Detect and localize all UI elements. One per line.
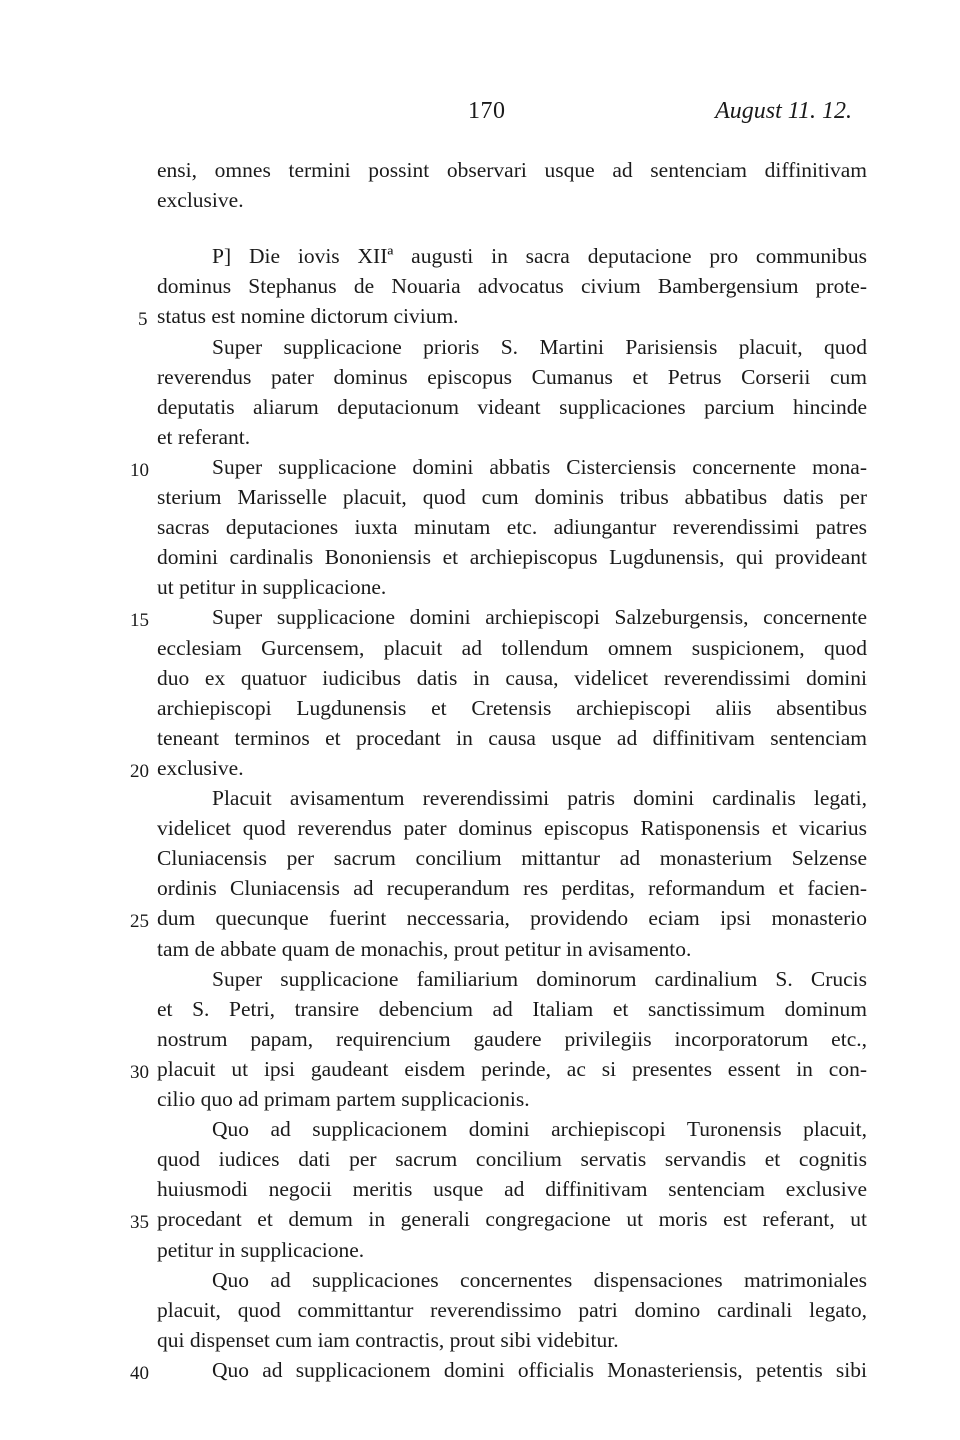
text-line: exclusive.	[157, 188, 244, 213]
text-line: ut petitur in supplicacione.	[157, 575, 387, 600]
text-line: nostrum papam, requirencium gaudere privilegiis incorporatorum etc.,	[157, 1026, 867, 1051]
text-line: ecclesiam Gurcensem, placuit ad tollendum omnem suspicionem, quod	[157, 635, 867, 660]
text-line: Quo ad supplicacionem domini archiepiscopi Turonensis placuit,	[212, 1117, 867, 1142]
text-line: Super supplicacione domini archiepiscopi Salzeburgensis, concernente	[212, 605, 867, 630]
margin-line-number: 15	[130, 610, 149, 632]
text-line: dominus Stephanus de Nouaria advocatus civium Bambergensium prote-	[157, 274, 867, 299]
text-line: Quo ad supplicacionem domini officialis Monasteriensis, petentis sibi	[212, 1357, 867, 1382]
text-line: huiusmodi negocii meritis usque ad diffinitivam sentenciam exclusive	[157, 1177, 867, 1202]
text-line: cilio quo ad primam partem supplicacionis.	[157, 1087, 530, 1111]
margin-line-number: 30	[130, 1061, 149, 1083]
text-line: ordinis Cluniacensis ad recuperandum res perditas, reformandum et facien-	[157, 876, 867, 901]
text-line: reverendus pater dominus episcopus Cumanus et Petrus Corserii cum	[157, 364, 867, 389]
text-line: quod iudices dati per sacrum concilium servatis servandis et cognitis	[157, 1147, 867, 1172]
text-line: ensi, omnes termini possint observari usque ad sentenciam diffinitivam	[157, 158, 867, 182]
text-line: sterium Marisselle placuit, quod cum dominis tribus abbatibus datis per	[157, 485, 867, 509]
margin-line-number: 10	[130, 459, 149, 481]
text-line: duo ex quatuor iudicibus datis in causa, videlicet reverendissimi domini	[157, 665, 867, 690]
text-line: Quo ad supplicaciones concernentes dispensaciones matrimoniales	[212, 1267, 867, 1292]
text-line: tam de abbate quam de monachis, prout petitur in avisamento.	[157, 936, 692, 961]
text-line: et S. Petri, transire debencium ad Italiam et sanctissimum dominum	[157, 996, 867, 1021]
margin-line-number: 25	[130, 911, 149, 933]
margin-line-number: 5	[138, 309, 148, 331]
running-header-date: August 11. 12.	[715, 98, 852, 124]
text-line: deputatis aliarum deputacionum videant supplicaciones parcium hincinde	[157, 394, 867, 419]
text-line: Cluniacensis per sacrum concilium mittantur ad monasterium Selzense	[157, 846, 867, 871]
text-line: petitur in supplicacione.	[157, 1237, 365, 1262]
text-line: archiepiscopi Lugdunensis et Cretensis archiepiscopi aliis absentibus	[157, 695, 867, 720]
text-line: placuit ut ipsi gaudeant eisdem perinde, ac si presentes essent in con-	[157, 1056, 867, 1081]
text-line: Super supplicacione domini abbatis Cisterciensis concernente mona-	[212, 454, 867, 479]
text-line: procedant et demum in generali congregacione ut moris est referant, ut	[157, 1207, 867, 1232]
text-line: qui dispenset cum iam contractis, prout sibi videbitur.	[157, 1327, 619, 1352]
text-line: placuit, quod committantur reverendissimo patri domino cardinali legato,	[157, 1297, 867, 1322]
margin-line-number: 40	[130, 1362, 149, 1384]
text-line: P] Die iovis XIIª augusti in sacra deputacione pro communibus	[212, 244, 867, 269]
margin-line-number: 20	[130, 760, 149, 782]
page-number: 170	[468, 98, 506, 124]
text-line: teneant terminos et procedant in causa usque ad diffinitivam sentenciam	[157, 725, 867, 750]
text-line: videlicet quod reverendus pater dominus episcopus Ratisponensis et vicarius	[157, 816, 867, 841]
text-line: status est nomine dictorum civium.	[157, 304, 459, 329]
text-line: exclusive.	[157, 755, 244, 780]
text-line: Placuit avisamentum reverendissimi patris domini cardinalis legati,	[212, 786, 867, 810]
text-line: Super supplicacione familiarium dominorum cardinalium S. Crucis	[212, 966, 867, 991]
margin-line-number: 35	[130, 1212, 149, 1234]
text-line: domini cardinalis Bononiensis et archiepiscopus Lugdunensis, qui provideant	[157, 545, 867, 570]
text-line: et referant.	[157, 424, 251, 449]
text-line: dum quecunque fuerint neccessaria, providendo eciam ipsi monasterio	[157, 906, 867, 931]
text-line: Super supplicacione prioris S. Martini Parisiensis placuit, quod	[212, 334, 867, 359]
text-line: sacras deputaciones iuxta minutam etc. adiungantur reverendissimi patres	[157, 515, 867, 540]
